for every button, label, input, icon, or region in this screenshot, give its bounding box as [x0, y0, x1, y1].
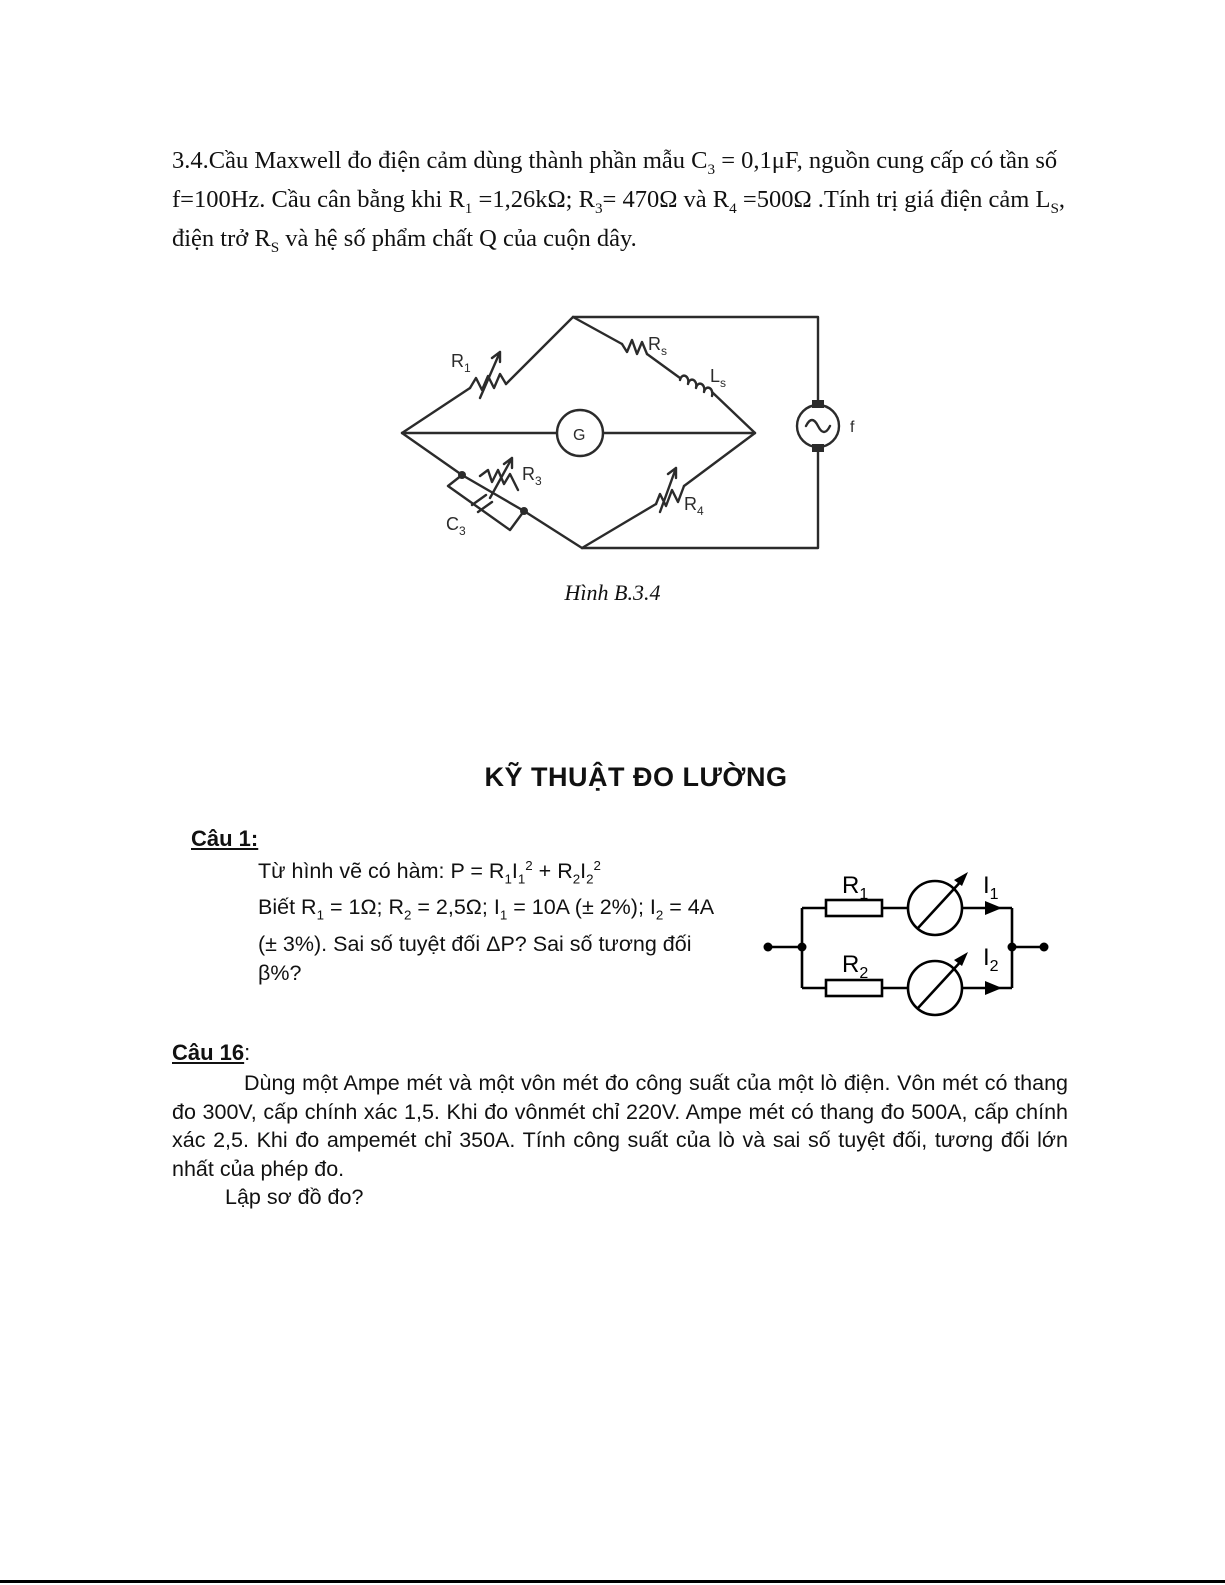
node-left [798, 943, 807, 952]
label-rs: $R_s$ [648, 334, 667, 358]
cau16-paragraph: Dùng một Ampe mét và một vôn mét đo công suất của một lò điện. Vôn mét có thang đo 300V, cấp chính xác 1,5. Khi đo vônmét chỉ 220V. Ampe mét có thang đo 500A, cấp chính xác 2,5. Khi đo ampemét chỉ 350A. Tính công suất của lò và sai số tuyệt đối, tương đối lớn nhất của phép đo. [172, 1071, 1068, 1181]
figure-caption: Hình B.3.4 [564, 580, 661, 605]
label-i1: $I_1$ [983, 872, 999, 903]
terminal-right [1040, 943, 1049, 952]
section-title: KỸ THUẬT ĐO LƯỜNG [484, 762, 788, 792]
label-c3: $C_3$ [446, 514, 466, 538]
label-i2: $I_2$ [983, 944, 999, 975]
label-r1: $R_1$ [451, 351, 471, 375]
label-r4: $R_4$ [684, 494, 704, 518]
label-g: G [573, 427, 586, 444]
terminal-left [764, 943, 773, 952]
i1-arrow [985, 901, 1002, 915]
node-right [1008, 943, 1017, 952]
label-r2: $R_2$ [842, 951, 869, 982]
i2-arrow [985, 981, 1002, 995]
cau16-body [172, 1069, 1068, 1212]
cau16-last-line: Lập sơ đồ đo? [225, 1185, 364, 1209]
cau1-heading: Câu 1: [191, 826, 259, 851]
cau16-heading-label: Câu 16 [172, 1040, 245, 1065]
label-r3: $R_3$ [522, 464, 542, 488]
r2-resistor [826, 980, 882, 996]
cau16-heading [172, 1040, 250, 1066]
page-bottom-rule [0, 1580, 1225, 1583]
cau16-heading-suffix: : [244, 1040, 251, 1065]
ammeter-2-needle [918, 958, 964, 1008]
r1-resistor [826, 900, 882, 916]
label-r1: $R_1$ [842, 872, 869, 903]
cau1-line2: Biết $R_1 = 1\Omega$; $R_2 = 2,5\Omega$; $I_1 = 10A$ (± 2%); $I_2 = 4A$ (± 3%). Sai số tuyệt đối ΔP? Sai số tương đối β%? [258, 895, 713, 985]
ammeter-2-arrowhead [954, 952, 968, 966]
label-f: f [850, 419, 855, 436]
cau1-line1: Từ hình vẽ có hàm: $P = R_1I_1^2 + R_2I_2^2$ [258, 858, 601, 887]
ammeter-1-arrowhead [954, 872, 968, 886]
ammeter-1-needle [918, 878, 964, 928]
problem-3-4-text: 3.4.Cầu Maxwell đo điện cảm dùng thành phần mẫu $C_3 = 0,1\mu F$, nguồn cung cấp có tần số f=100Hz. Cầu cân bằng khi $R_1 =1,26k\Omega$; $R_3= 470\Omega$ và $R_4 =500\Omega$ .Tính trị giá điện cảm $L_S$, điện trở $R_S$ và hệ số phẩm chất Q của cuộn dây. [172, 147, 1066, 256]
label-ls: $L_s$ [710, 366, 727, 390]
